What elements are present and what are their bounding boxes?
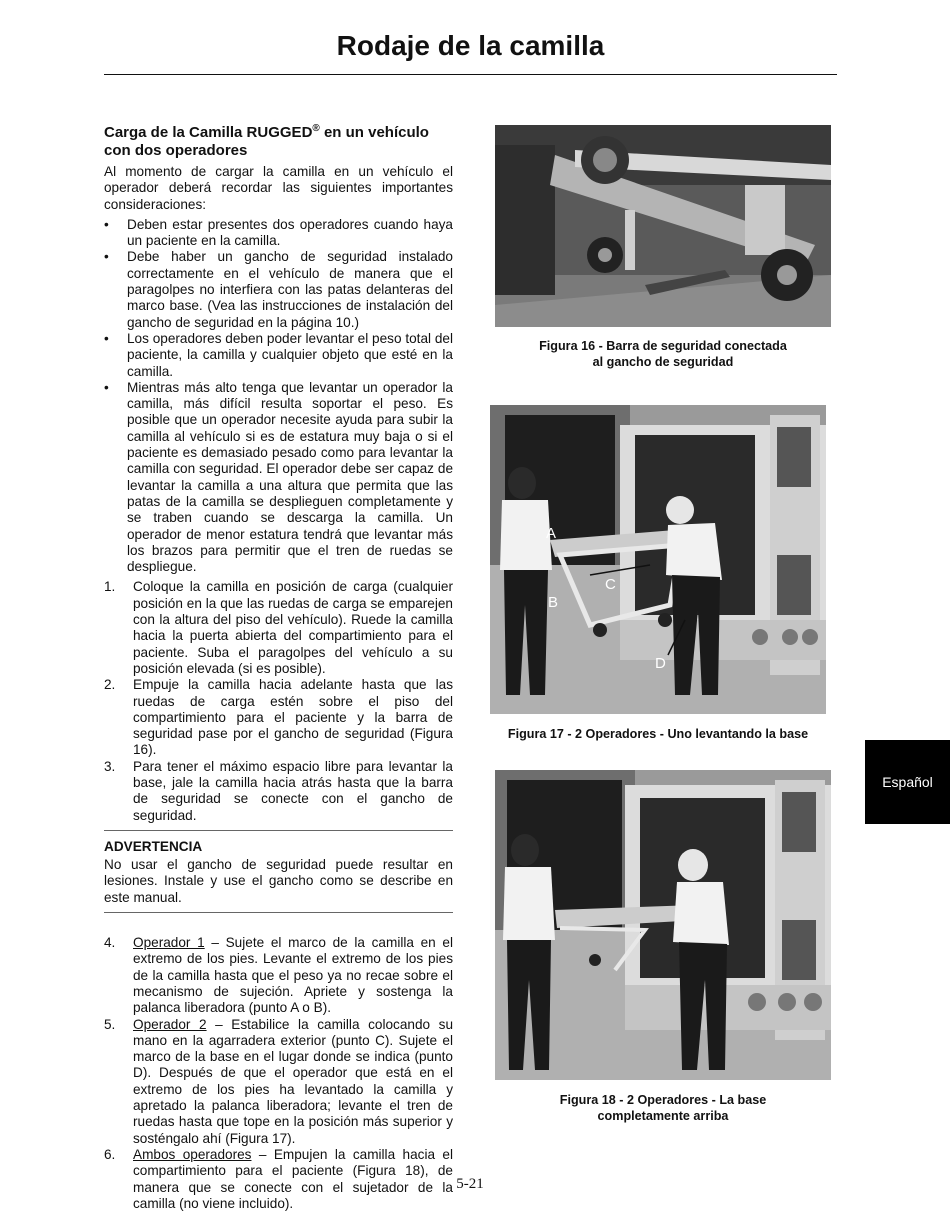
left-column <box>104 124 453 1212</box>
title-divider <box>104 74 837 75</box>
list-item <box>104 759 453 824</box>
list-item <box>104 677 453 758</box>
figure-17-image <box>490 405 826 714</box>
step-number: 4. <box>104 935 116 951</box>
caption-line: Figura 16 - Barra de seguridad conectada <box>539 339 787 353</box>
heading-text-1: Carga de la Camilla RUGGED <box>104 124 313 141</box>
figure-17-photo <box>490 405 826 714</box>
step-text: Para tener el máximo espacio libre para levantar la base, jale la camilla hacia atrás hasta que la barra de seguridad se conecte con el gancho de seguridad. <box>133 758 453 823</box>
registered-mark: ® <box>312 123 320 134</box>
figure-18-caption <box>495 1092 831 1124</box>
intro-paragraph: Al momento de cargar la camilla en un vehículo el operador deberá recordar las siguientes importantes consideraciones: <box>104 164 453 212</box>
step-text: – Empujen la camilla hacia el compartimiento para el paciente (Figura 18), de manera que se conecte con el sujetador de la camilla (no viene incluido). <box>133 1146 453 1211</box>
step-number: 3. <box>104 758 116 774</box>
list-item <box>104 579 453 677</box>
list-item: • Deben estar presentes dos operadores cuando haya un paciente en la camilla. <box>104 217 453 250</box>
caption-line: Figura 17 - 2 Operadores - Uno levantando la base <box>507 727 809 741</box>
list-item: • Los operadores deben poder levantar el peso total del paciente, la camilla y cualquier objeto que esté en la camilla. <box>104 331 453 380</box>
operator-role: Ambos operadores <box>133 1146 252 1162</box>
operator-role: Operador 1 <box>133 935 205 951</box>
step-text: Empuje la camilla hacia adelante hasta que las ruedas de carga estén sobre el piso del compartimiento para el paciente y la barra de seguridad pase por el gancho de seguridad (Figura 16). <box>133 677 453 758</box>
heading-text-2: en un vehículo con dos operadores <box>104 124 429 159</box>
figure-17-caption <box>490 726 826 742</box>
callout-c: C <box>605 576 616 593</box>
figure-18-image <box>495 770 831 1080</box>
step-number: 5. <box>104 1016 116 1032</box>
list-item: • Debe haber un gancho de seguridad instalado correctamente en el vehículo de manera que el paragolpes no interfiera con las patas delanteras del marco base. (Vea las instrucciones de instalación del gancho de seguridad en la página 10.) <box>104 249 453 330</box>
figure-16-photo <box>495 125 831 327</box>
callout-a: A <box>546 525 557 542</box>
caption-line: al gancho de seguridad <box>592 355 734 369</box>
warning-title: ADVERTENCIA <box>104 838 203 854</box>
figure-16-image <box>495 125 831 327</box>
steps-list-b <box>104 935 453 1212</box>
list-item: • Mientras más alto tenga que levantar un operador la camilla, más difícil resulta soportar el peso. Es posible que un operador necesite ayuda para subir la camilla al vehículo si es de estatura muy baja o si el paciente es demasiado pesado como para levantar la camilla con seguridad. El operador debe ser capaz de levantar la camilla a una altura que permita que las patas de la camilla se desplieguen completamente y se traben cuando se descarga la camilla. Un operador de menor estatura tendrá que levantar más los brazos para permitir que el tren de ruedas se despliegue. <box>104 380 453 576</box>
warning-text: No usar el gancho de seguridad puede resultar en lesiones. Instale y use el gancho como se describe en este manual. <box>104 857 453 905</box>
section-heading <box>104 124 453 160</box>
considerations-list <box>104 217 453 576</box>
figure-16-caption <box>495 338 831 370</box>
page-title: Rodaje de la camilla <box>336 30 605 61</box>
figure-18-photo <box>495 770 831 1080</box>
step-text: – Sujete el marco de la camilla en el extremo de los pies. Levante el extremo de los pies de la camilla hasta que el peso ya no recae sobre el mecanismo de sujeción. Apriete y sostenga la palanca liberadora (punto A o B). <box>133 935 454 1016</box>
step-text: – Estabilice la camilla colocando su mano en la agarradera exterior (punto C). Sujete el marco de la base en el lugar donde se indica (punto D). Después de que el operador que está en el extremo de los pies ha levantado la camilla y apretado la palanca liberadora; levante el tren de ruedas hasta que tope en la posición más superior y sosténgalo ahí (Figura 17). <box>133 1016 453 1146</box>
steps-list-a <box>104 579 453 823</box>
caption-line: Figura 18 - 2 Operadores - La base <box>559 1093 767 1107</box>
step-text: Coloque la camilla en posición de carga (cualquier posición en la que las ruedas de carga se emparejen con la altura del piso del vehículo). Ruede la camilla hacia la puerta abierta del compartimiento para el paciente. Suba el paragolpes del vehículo a su posición elevada (si es posible). <box>133 579 453 676</box>
step-number: 6. <box>104 1146 116 1162</box>
language-tab: Español <box>865 740 950 824</box>
operator-role: Operador 2 <box>133 1016 207 1032</box>
callout-d: D <box>655 655 666 672</box>
list-item <box>104 1017 453 1147</box>
warning-top-rule <box>104 830 453 831</box>
step-number: 2. <box>104 677 116 693</box>
callout-b: B <box>548 594 559 611</box>
caption-line: completamente arriba <box>597 1109 729 1123</box>
warning-bottom-rule <box>104 912 453 913</box>
page-number: 5-21 <box>456 1176 484 1192</box>
list-item <box>104 935 453 1016</box>
step-number: 1. <box>104 579 116 595</box>
